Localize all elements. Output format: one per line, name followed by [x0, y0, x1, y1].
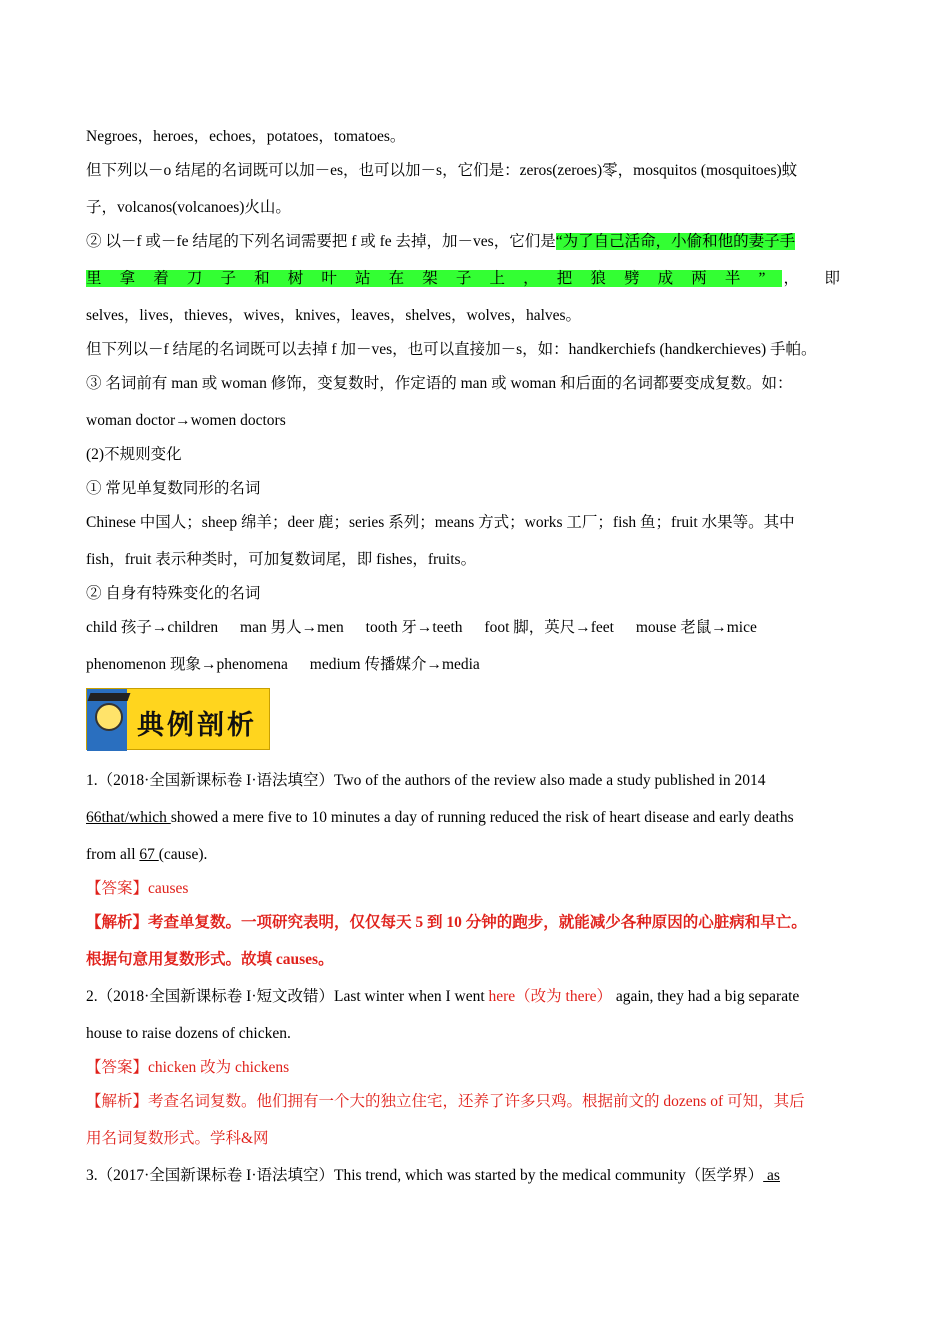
word-item: tooth 牙→teeth [365, 619, 463, 636]
subsection-heading: ② 自身有特殊变化的名词 [86, 585, 261, 602]
section-heading: (2)不规则变化 [86, 446, 182, 463]
text-line: 但下列以－o 结尾的名词既可以加－es，也可以加－s，它们是：zeros(zeroes)零，mosquitos (mosquitoes)蚊 [86, 162, 798, 179]
text-line: selves，lives，thieves，wives，knives，leaves，shelves，wolves，halves。 [86, 307, 582, 324]
text-line: Chinese 中国人；sheep 绵羊；deer 鹿；series 系列；means 方式；works 工厂；fish 鱼；fruit 水果等。其中 [86, 514, 795, 531]
question-line: 1.（2018·全国新课标卷 I·语法填空）Two of the authors of the review also made a study published in 2014 [86, 772, 766, 789]
text-line: fish，fruit 表示种类时，可加复数词尾，即 fishes，fruits。 [86, 551, 477, 568]
text-line: 但下列以－f 结尾的名词既可以去掉 f 加－ves，也可以直接加－s，如：handkerchiefs (handkerchieves) 手帕。 [86, 341, 817, 358]
text-span: ，即 [781, 270, 864, 287]
word-item: man 男人→men [240, 619, 344, 636]
text-span: ② 以－f 或－fe 结尾的下列名词需要把 f 或 fe 去掉，加－ves，它们是 [86, 233, 556, 250]
analysis-line: 【解析】考查名词复数。他们拥有一个大的独立住宅，还养了许多只鸡。根据前文的 dozens of 可知，其后 [86, 1093, 805, 1110]
word-item: medium 传播媒介→media [309, 656, 480, 673]
banner-title: 典例剖析 [137, 710, 257, 741]
text-span: 3.（2017·全国新课标卷 I·语法填空）This trend, which was started by the medical community（医学界） [86, 1167, 764, 1184]
word-item: phenomenon 现象→phenomena [86, 656, 288, 673]
text-line: ③ 名词前有 man 或 woman 修饰，变复数时，作定语的 man 或 woman 和后面的名词都要变成复数。如： [86, 375, 793, 392]
analysis-line: 用名词复数形式。学科&网 [86, 1130, 269, 1147]
question-line [86, 807, 864, 829]
graduation-cap-icon [88, 693, 131, 701]
blank-67: 67 [139, 846, 159, 863]
word-item: foot 脚，英尺→feet [484, 619, 614, 636]
text-span: again, they had a big separate [612, 988, 800, 1005]
text-line [86, 268, 864, 290]
highlighted-mnemonic: “为了自己活命，小偷和他的妻子手 [555, 233, 796, 250]
text-span: from all [86, 846, 140, 863]
word-list [86, 654, 864, 676]
question-line [86, 986, 864, 1008]
highlighted-mnemonic: 里拿着刀子和树叶站在架子上，把狼劈成两半” [86, 270, 782, 287]
text-line: woman doctor→women doctors [86, 412, 286, 429]
text-line: Negroes，heroes，echoes，potatoes，tomatoes。 [86, 128, 406, 145]
analysis-line: 【解析】考查单复数。一项研究表明，仅仅每天 5 到 10 分钟的跑步，就能减少各种原因的心脏病和早亡。 [86, 914, 807, 931]
blank-66: 66that/which [86, 809, 171, 826]
cartoon-face-icon [95, 703, 123, 731]
answer-line: 【答案】causes [86, 880, 189, 897]
question-line [86, 844, 864, 866]
text-span: 2.（2018·全国新课标卷 I·短文改错）Last winter when I went [86, 988, 489, 1005]
word-item: mouse 老鼠→mice [635, 619, 757, 636]
document-page [86, 126, 864, 1187]
subsection-heading: ① 常见单复数同形的名词 [86, 480, 261, 497]
section-banner [86, 688, 270, 750]
word-item: child 孩子→children [86, 619, 219, 636]
answer-line: 【答案】chicken 改为 chickens [86, 1059, 290, 1076]
text-line: 子，volcanos(volcanoes)火山。 [86, 199, 291, 216]
text-span: (cause). [158, 846, 208, 863]
question-line [86, 1165, 864, 1187]
question-line: house to raise dozens of chicken. [86, 1025, 291, 1042]
word-list [86, 617, 864, 639]
text-line [86, 231, 864, 253]
blank-answer: as [763, 1167, 780, 1184]
analysis-line: 根据句意用复数形式。故填 causes。 [86, 951, 334, 968]
text-span: showed a mere five to 10 minutes a day of running reduced the risk of heart disease and early deaths [170, 809, 794, 826]
correction-text: here（改为 there） [488, 988, 613, 1005]
